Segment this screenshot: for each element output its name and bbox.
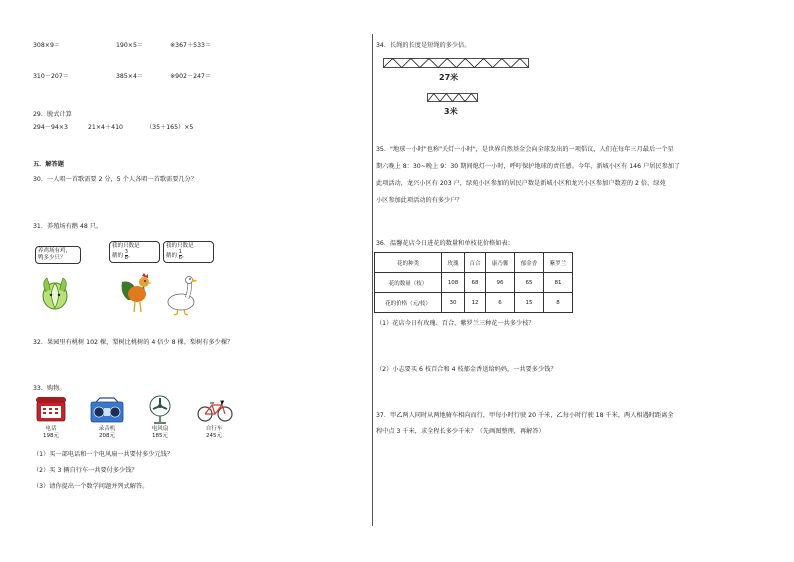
table-cell: 百合: [465, 253, 486, 273]
q31-bubble2-line2: 鹅的: [112, 253, 124, 259]
table-cell: 15: [515, 293, 544, 313]
table-cell: 8: [544, 293, 573, 313]
item-bicycle-name: 自行车: [205, 426, 223, 432]
flower-table: [374, 252, 573, 313]
item-fan-name: 电风扇: [151, 426, 169, 432]
fraction-3-8: $\frac{3}{8}$: [124, 249, 128, 261]
table-cell: 12: [465, 293, 486, 313]
q29-expr-1: 294－94×3: [33, 124, 68, 131]
item-recorder-name: 录音机: [98, 426, 116, 432]
q29-title: 29．脱式计算: [33, 111, 72, 118]
table-cell: 紫罗兰: [544, 253, 573, 273]
table-cell: 花的价格（元/枝）: [375, 293, 442, 313]
q29-expr-2: 21×4＋410: [88, 124, 123, 131]
q35-line-2: 期六晚上 8：30~晚上 9：30 期间熄灯一小时，呼吁保护地球的责任感。今年，新城小区有 146 户居民参加了: [376, 163, 681, 170]
q36-sub-2: （2）小志要买 6 枝百合和 4 枝郁金香送给妈妈，一共要多少钱？: [376, 366, 557, 373]
q31-bubble1-line2: 鸭多少只？: [38, 255, 66, 261]
item-recorder: [91, 426, 123, 439]
table-cell: 30: [442, 293, 465, 313]
q36-sub-1: （1）花店今日有玫瑰、百合、紫罗兰三种花一共多少枝？: [376, 320, 535, 327]
table-cell: 康乃馨: [486, 253, 515, 273]
item-phone-name: 电话: [45, 426, 57, 432]
q31-bubble2-line1: 我的只数是: [112, 243, 140, 249]
bicycle-icon: [196, 399, 234, 423]
tape-recorder-icon: [90, 397, 124, 423]
item-bicycle: [198, 426, 230, 439]
q37-line-1: 37．甲乙两人同时从两地骑车相向而行，甲每小时行驶 20 千米，乙每小时行驶 18 千米，两人相遇时距离全: [376, 412, 674, 419]
calc-5: 385×4＝: [116, 73, 144, 80]
rooster-icon: [118, 272, 154, 316]
section-5-title: 五．解答题: [33, 161, 64, 168]
q31-bubble3-line1: 我的只数是: [166, 243, 194, 249]
calc-1: 308×9＝: [33, 42, 61, 49]
calc-4: 310－207＝: [33, 73, 69, 80]
q35-line-3: 此项活动，龙兴小区有 203 户，绿苑小区参加的居民户数是新城小区和龙兴小区参加户数差的 2 倍，绿苑: [376, 180, 666, 187]
q33-sub-3: （3）请你提出一个数学问题并列式解答。: [33, 483, 149, 490]
column-divider: [372, 34, 373, 526]
long-rope-length: 27米: [439, 73, 459, 82]
q31-bubble1-line1: 养鸡场有鸡，: [38, 248, 72, 254]
table-cell: 108: [442, 273, 465, 293]
q36: 36．温馨花店今日进花的数量和单枝花价格如表：: [376, 240, 514, 247]
q35-line-1: 35．"地球一小时"也称"关灯一小时"，是世界自然基金会向全球发出的一项倡议，人们在每年三月最后一个星: [376, 146, 674, 153]
table-row: [375, 273, 573, 293]
calc-3: ※367＋533＝: [170, 42, 212, 49]
cabbage-icon: [38, 274, 72, 312]
short-rope-diagram: [427, 93, 479, 103]
item-fan: [144, 426, 176, 439]
item-bicycle-price: 245元: [206, 432, 222, 439]
table-cell: 68: [465, 273, 486, 293]
calc-6: ※902－247＝: [170, 73, 212, 80]
q37-line-2: 程中点 3 千米，求全程长多少千米？（先画图整理，再解答）: [376, 428, 545, 435]
q33-sub-1: （1）买一部电话和一个电风扇一共要付多少元钱？: [33, 451, 174, 458]
electric-fan-icon: [146, 395, 174, 425]
table-cell: 花的数量（枝）: [375, 273, 442, 293]
item-phone-price: 198元: [43, 432, 59, 439]
q31: 31．养殖场有鹅 48 只。: [33, 223, 103, 230]
table-cell: 96: [486, 273, 515, 293]
calc-2: 190×5＝: [116, 42, 144, 49]
q32: 32．果园里有桃树 102 棵，梨树比桃树的 4 倍少 8 棵。梨树有多少棵？: [33, 339, 234, 346]
q31-bubble-cabbage: [35, 246, 81, 264]
table-cell: 玫瑰: [442, 253, 465, 273]
item-phone: [36, 426, 66, 439]
goose-icon: [165, 274, 203, 316]
q29-expr-3: （35＋165）×5: [146, 124, 194, 131]
table-cell: 郁金香: [515, 253, 544, 273]
telephone-icon: [35, 396, 67, 422]
item-fan-price: 185元: [152, 432, 168, 439]
q30: 30．一人唱一首歌需要 2 分，5 个人各唱一首歌需要几分？: [33, 176, 197, 183]
item-recorder-price: 208元: [99, 432, 115, 439]
table-row-header: [375, 253, 573, 273]
q35-line-4: 小区参加此项活动的有多少户？: [376, 197, 463, 204]
table-cell: 81: [544, 273, 573, 293]
table-cell: 6: [486, 293, 515, 313]
table-cell: 花的种类: [375, 253, 442, 273]
short-rope-length: 3米: [444, 107, 458, 116]
q33-sub-2: （2）买 3 辆自行车一共要付多少钱？: [33, 467, 138, 474]
q31-bubble-rooster: 我的只数是 鹅的 $\frac{3}{8}$ 。: [109, 241, 160, 263]
q33: 33．购物。: [33, 385, 66, 392]
q34: 34．长绳的长度是短绳的多少倍。: [376, 42, 471, 49]
q31-bubble3-line2: 鹅的: [166, 253, 178, 259]
long-rope-diagram: [383, 57, 530, 69]
table-row: [375, 293, 573, 313]
q31-bubble-goose: 我的只数是 鹅的 $\frac{1}{6}$ 。: [163, 241, 214, 263]
fraction-1-6: $\frac{1}{6}$: [178, 249, 182, 261]
table-cell: 65: [515, 273, 544, 293]
